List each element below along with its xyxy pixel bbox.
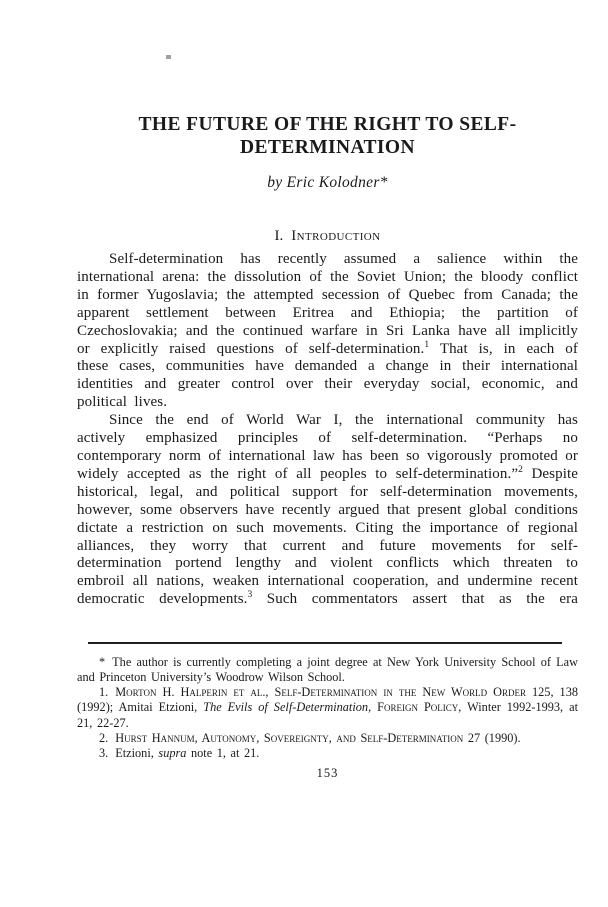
footnote-star-marker: *: [99, 655, 106, 670]
footnote-1-smallcaps-journal: Foreign Policy: [377, 700, 459, 715]
article-title-line1: THE FUTURE OF THE RIGHT TO SELF-: [138, 114, 517, 135]
footnote-1-text-b: ,: [368, 700, 378, 715]
footnote-ref-1: 1: [424, 339, 430, 350]
footnote-1-marker: 1.: [99, 685, 109, 700]
footnote-1-text-a: 125, 138 (1992); Amitai Etzioni,: [77, 685, 578, 715]
page-text-block: [77, 0, 579, 780]
footnote-ref-2: 2: [518, 464, 523, 475]
footnote-3-text-a: Etzioni,: [115, 745, 159, 760]
paragraph-2-text-b: Despite historical, legal, and political support for self-determination movements, however, some observers have recently argued that present global conditions dictate a restriction on such movements. Citing the importance of regional alliances, they worry that current and future movements for self-determination portend lengthy and violent conflicts which threaten to embroil all nations, weaken international cooperation, and undermine recent democratic developments.: [77, 465, 578, 608]
article-title-line2: DETERMINATION: [240, 137, 415, 158]
article-body: [77, 251, 578, 609]
paragraph-1-text-b: That is, in each of these cases, communities have demanded a change in their international identities and greater control over their everyday social, economic, and political lives.: [77, 340, 578, 411]
footnote-2: [77, 731, 578, 746]
footnote-1-smallcaps-citation: Morton H. Halperin et al., Self-Determination in the New World Order: [115, 685, 526, 700]
footnote-2-marker: 2.: [99, 730, 109, 745]
footnote-3: [77, 746, 578, 761]
page-number: 153: [316, 766, 339, 780]
paragraph-2-text-a: Since the end of World War I, the international community has actively emphasized principles of self-determination. “Perhaps no contemporary norm of international law has been so vigorously promoted or widely accepted as the right of all peoples to self-determination.”: [77, 412, 578, 482]
paragraph-2-text-c: Such commentators assert that as the era: [252, 591, 579, 608]
footnote-1-italic-title: The Evils of Self-Determination: [203, 700, 369, 715]
paragraph-1: [77, 251, 578, 412]
footnote-separator-rule: [88, 642, 562, 644]
author-byline: by Eric Kolodner*: [267, 174, 388, 191]
footnote-ref-3: 3: [247, 590, 253, 601]
paragraph-2: [77, 412, 578, 609]
section-title: Introduction: [291, 228, 381, 244]
footnote-2-smallcaps-citation: Hurst Hannum, Autonomy, Sovereignty, and Self-Determination: [115, 730, 464, 745]
footnotes-block: [77, 655, 578, 761]
footnote-3-italic-supra: supra: [158, 745, 187, 760]
footnote-3-marker: 3.: [99, 745, 109, 760]
footnote-1: [77, 685, 578, 730]
footnote-star: [77, 655, 578, 685]
article-title: [77, 113, 578, 159]
footnote-2-text: 27 (1990).: [463, 730, 521, 745]
footnote-1-text-c: , Winter 1992-1993, at 21, 22-27.: [77, 700, 578, 730]
paragraph-1-text-a: Self-determination has recently assumed a salience within the international arena: the dissolution of the Soviet Union; the bloody conflict in former Yugoslavia; the attempted secession of Quebec from Canada; the apparent settlement between Eritrea and Ethiopia; the partition of Czechoslovakia; and the continued warfare in Sri Lanka have all implicitly or explicitly raised questions of self-determination.: [77, 251, 578, 357]
section-number: I.: [274, 228, 284, 244]
section-heading-introduction: [77, 228, 578, 245]
footnote-star-text: The author is currently completing a joint degree at New York University School of Law and Princeton University’s Woodrow Wilson School.: [77, 655, 578, 685]
footnote-3-text-b: note 1, at 21.: [186, 745, 260, 760]
